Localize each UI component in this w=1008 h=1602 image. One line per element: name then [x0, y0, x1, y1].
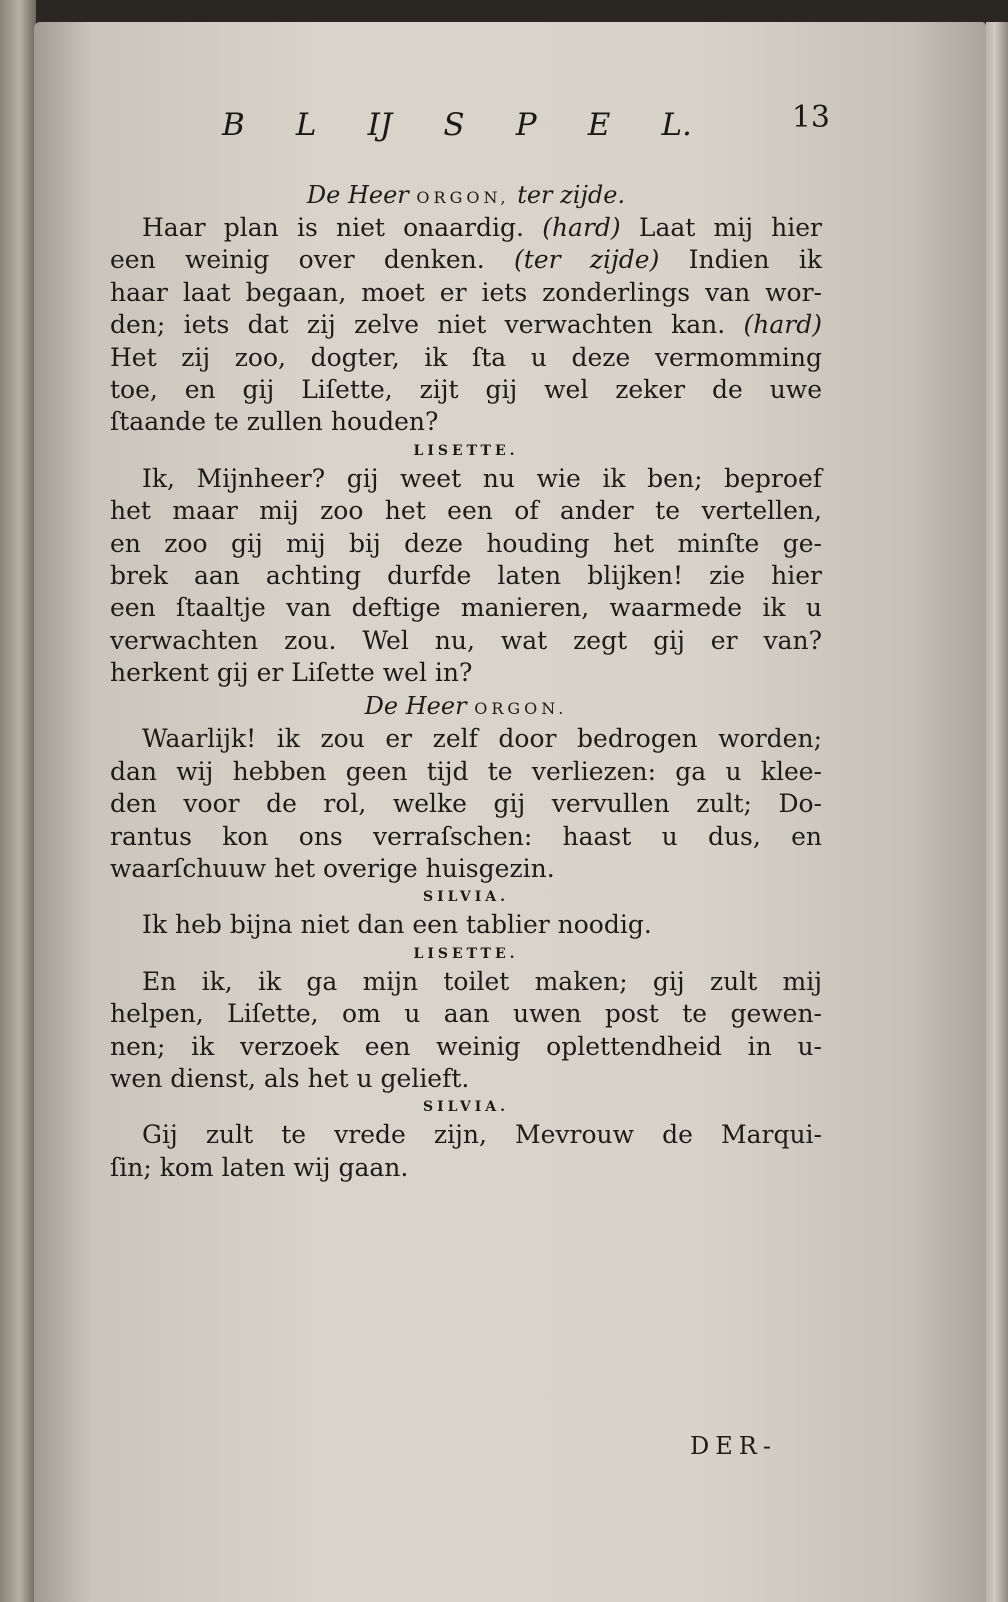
speech-paragraph [110, 1119, 822, 1184]
text-line [110, 1063, 822, 1095]
line-text: Indien ik [659, 245, 822, 275]
text-line [110, 244, 822, 276]
line-text: een weinig over denken. [110, 245, 515, 275]
page-number: 13 [791, 100, 830, 135]
text-line [110, 406, 822, 438]
speaker-heading: LISETTE. [413, 945, 519, 962]
speech-paragraph [110, 723, 822, 885]
speech-paragraph [110, 212, 822, 439]
stage-direction: (hard) [542, 213, 621, 242]
speech-paragraph [110, 463, 822, 690]
line-text: nen; ik verzoek een weinig oplettendheid in u- [110, 1031, 822, 1061]
text-line [110, 212, 822, 244]
speaker-heading: LISETTE. [413, 442, 519, 459]
text-line [110, 821, 822, 853]
text-line [110, 625, 822, 657]
speaker-name: ORGON, [416, 188, 510, 207]
line-text: een ſtaaltje van deftige manieren, waarmede ik u [110, 593, 822, 623]
line-text: den voor de rol, welke gij vervullen zult; Do- [110, 789, 822, 819]
text-line [110, 374, 822, 406]
page-stack-edge [986, 22, 1008, 1602]
speech-paragraph [110, 909, 822, 941]
line-text: Gij zult te vrede zijn, Mevrouw de Marqui- [142, 1120, 822, 1150]
text-line [110, 528, 822, 560]
stage-direction: (ter zijde) [514, 245, 660, 275]
line-text: het maar mij zoo het een of ander te vertellen, [110, 496, 822, 526]
speaker-heading: SILVIA. [423, 889, 509, 906]
line-text: ſin; kom laten wij gaan. [110, 1152, 409, 1182]
line-text: wen dienst, als het u gelieft. [110, 1063, 470, 1093]
text-line [110, 495, 822, 527]
line-text: rantus kon ons verraſschen: haast u dus, en [110, 821, 822, 851]
speaker-name: ORGON. [474, 699, 568, 719]
text-line [110, 1031, 822, 1063]
speaker-heading [110, 689, 822, 723]
text-line [110, 909, 822, 941]
line-text: haar laat begaan, moet er iets zonderlings van wor- [110, 277, 822, 307]
adjacent-page-edge [0, 0, 36, 1602]
line-text: Laat mij hier [620, 213, 822, 242]
text-line [110, 560, 822, 592]
text-line [110, 998, 822, 1030]
text-line [110, 723, 822, 755]
speaker-prefix: De Heer [364, 692, 467, 721]
speech-paragraph [110, 966, 822, 1096]
text-line [110, 309, 822, 341]
catchword: DER- [690, 1432, 777, 1460]
speaker-heading: SILVIA. [423, 1099, 509, 1116]
text-line [110, 463, 822, 495]
text-line [110, 788, 822, 820]
line-text: Haar plan is niet onaardig. [142, 213, 543, 242]
line-text: den; iets dat zij zelve niet verwachten kan. [110, 310, 744, 340]
running-head [222, 103, 692, 147]
line-text: helpen, Liſette, om u aan uwen post te gewen- [110, 999, 822, 1029]
text-line [110, 853, 822, 885]
text-line [110, 342, 822, 374]
running-head-letter: L. [661, 107, 692, 143]
speaker-heading [110, 178, 822, 212]
running-head-letter: IJ [367, 107, 393, 143]
text-line [110, 592, 822, 624]
line-text: Ik, Mijnheer? gij weet nu wie ik ben; beproef [142, 463, 822, 493]
running-head-letter: P [515, 107, 537, 143]
running-head-letter: L [295, 107, 317, 143]
line-text: Het zij zoo, dogter, ik ſta u deze vermomming [110, 342, 822, 372]
text-line [110, 657, 822, 689]
line-text: herkent gij er Liſette wel in? [110, 658, 473, 688]
line-text: en zoo gij mij bij deze houding het minſte ge- [110, 528, 822, 558]
text-line [110, 1119, 822, 1151]
play-text [110, 178, 822, 1184]
text-line [110, 277, 822, 309]
line-text: waarſchuuw het overige huisgezin. [110, 854, 555, 884]
line-text: toe, en gij Liſette, zijt gij wel zeker de uwe [110, 374, 822, 404]
stage-direction: ter zijde. [517, 181, 626, 209]
stage-direction: (hard) [743, 310, 822, 340]
line-text: brek aan achting durfde laten blijken! zie hier [110, 560, 822, 590]
running-head-letter: S [443, 107, 465, 143]
line-text: Waarlijk! ik zou er zelf door bedrogen worden; [142, 724, 822, 754]
running-head-letter: B [222, 107, 245, 143]
speaker-prefix: De Heer [306, 181, 409, 209]
line-text: Ik heb bijna niet dan een tablier noodig. [142, 910, 652, 940]
line-text: ſtaande te zullen houden? [110, 407, 439, 437]
line-text: verwachten zou. Wel nu, wat zegt gij er van? [110, 625, 822, 655]
text-line [110, 966, 822, 998]
running-head-letter: E [587, 107, 611, 143]
text-line [110, 756, 822, 788]
line-text: En ik, ik ga mijn toilet maken; gij zult mij [142, 966, 822, 996]
text-line [110, 1152, 822, 1184]
line-text: dan wij hebben geen tijd te verliezen: ga u klee- [110, 756, 822, 786]
